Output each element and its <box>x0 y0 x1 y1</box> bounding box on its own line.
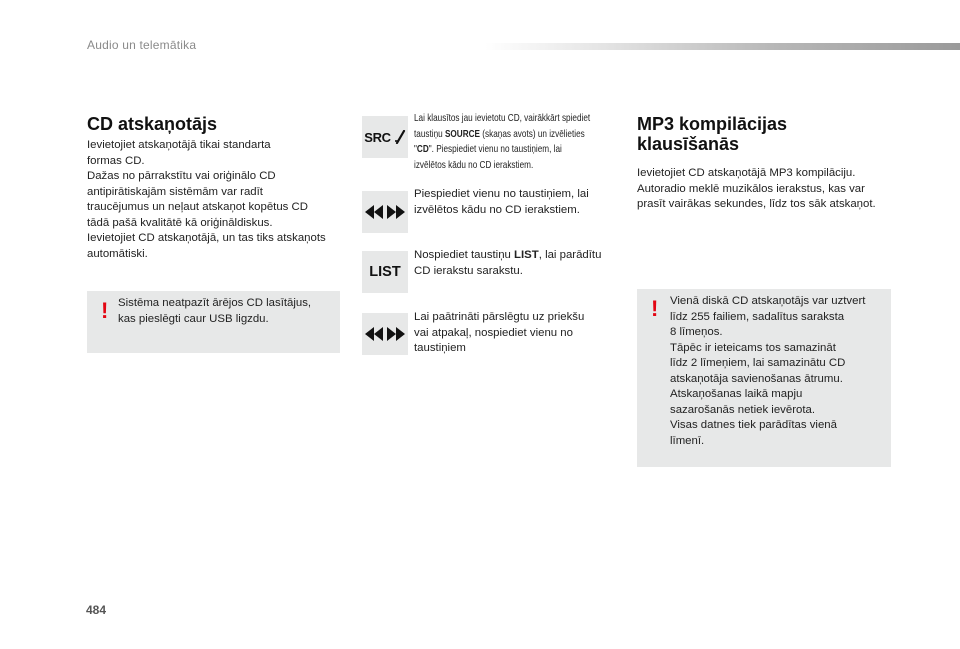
body-line: Ievietojiet atskaņotājā tikai standarta <box>87 139 271 151</box>
header-title: Audio un telemātika <box>87 38 197 52</box>
body-line: antipirātiskajām sistēmām var radīt <box>87 185 263 198</box>
instruction-line: Lai paātrināti pārslēgtu uz priekšu <box>414 311 585 323</box>
body-line: tādā pašā kvalitātē kā oriģināldiskus. <box>87 216 273 229</box>
instruction-line: vai atpakaļ, nospiediet vienu no <box>414 326 573 339</box>
body-line: Autoradio meklē muzikālos ierakstus, kas var <box>637 182 865 195</box>
header-gradient-bar <box>485 43 960 50</box>
note-line: Vienā diskā CD atskaņotājs var uztvert <box>670 295 866 307</box>
body-line: formas CD. <box>87 154 145 167</box>
body-line: Ievietojiet CD atskaņotājā MP3 kompilāciju. <box>637 167 856 179</box>
instruction-line: taustiņiem <box>414 342 466 354</box>
src-instruction-text <box>414 111 617 173</box>
list-key-name: LIST <box>514 249 539 261</box>
mp3-section-body <box>637 166 907 213</box>
list-instruction-text <box>414 248 624 279</box>
note-line: 8 līmeņos. <box>670 326 723 338</box>
note-line: līdz 2 līmeņiem, lai samazinātu CD <box>670 357 846 369</box>
note-line: Visas datnes tiek parādītas vienā <box>670 419 837 431</box>
seek-instruction-text <box>414 187 624 218</box>
body-line: prasīt vairākas sekundes, līdz tos sāk atskaņot. <box>637 198 876 210</box>
list-button-label: LIST <box>369 264 401 280</box>
warning-exclamation-icon: ! <box>651 296 659 321</box>
src-slash-icon <box>394 130 406 144</box>
seek-button-icon-box <box>362 191 408 233</box>
fast-seek-button-icon-box <box>362 313 408 355</box>
mp3-limits-warning-note <box>637 289 891 467</box>
body-line: automātiski. <box>87 247 148 260</box>
instruction-line: izvēlētos kādu no CD ierakstiem. <box>414 158 534 171</box>
note-line: kas pieslēgti caur USB ligzdu. <box>118 312 269 325</box>
cd-usb-warning-note <box>87 291 340 353</box>
cd-section-body <box>87 138 357 262</box>
note-text <box>118 296 311 327</box>
fast-seek-instruction-text <box>414 310 624 357</box>
instruction-line: Nospiediet taustiņu LIST, lai parādītu <box>414 249 602 261</box>
note-line: atskaņotāja savienošanas ātrumu. <box>670 372 843 385</box>
note-line: Atskaņošanas laikā mapju <box>670 388 803 400</box>
instruction-line: "CD". Piespiediet vienu no taustiņiem, lai <box>414 143 562 155</box>
body-line: Dažas no pārrakstītu vai oriģinālo CD <box>87 170 276 182</box>
list-button-icon-box <box>362 251 408 293</box>
note-line: līmenī. <box>670 434 705 447</box>
instruction-line: Lai klausītos jau ievietotu CD, vairākkārt spiediet <box>414 112 591 124</box>
mp3-section-heading <box>637 114 787 154</box>
cd-section-heading: CD atskaņotājs <box>87 114 218 134</box>
source-key-name: SOURCE <box>444 127 481 140</box>
note-line: Sistēma neatpazīt ārējos CD lasītājus, <box>118 297 312 309</box>
instruction-line: taustiņu SOURCE (skaņas avots) un izvēlieties <box>414 127 585 140</box>
cd-source-name: CD <box>416 143 429 155</box>
note-text <box>670 294 865 449</box>
note-line: līdz 255 failiem, sadalītus saraksta <box>670 310 845 323</box>
src-button-label: SRC <box>364 129 391 145</box>
instruction-line: CD ierakstu sarakstu. <box>414 264 523 277</box>
seek-arrows-icon <box>365 205 405 219</box>
body-line: traucējumus un neļaut atskaņot kopētus CD <box>87 201 308 213</box>
instruction-line: izvēlētos kādu no CD ierakstiem. <box>414 203 580 216</box>
instruction-line: Piespiediet vienu no taustiņiem, lai <box>414 188 589 200</box>
note-line: sazarošanās netiek ievērota. <box>670 403 815 416</box>
page-number: 484 <box>86 603 107 617</box>
heading-line: MP3 kompilācijas <box>637 114 788 134</box>
warning-exclamation-icon: ! <box>101 298 109 323</box>
body-line: Ievietojiet CD atskaņotājā, un tas tiks atskaņots <box>87 232 326 244</box>
seek-arrows-icon <box>365 327 405 341</box>
src-button-icon-box <box>362 116 408 158</box>
heading-line: klausīšanās <box>637 134 740 154</box>
note-line: Tāpēc ir ieteicams tos samazināt <box>670 341 836 354</box>
